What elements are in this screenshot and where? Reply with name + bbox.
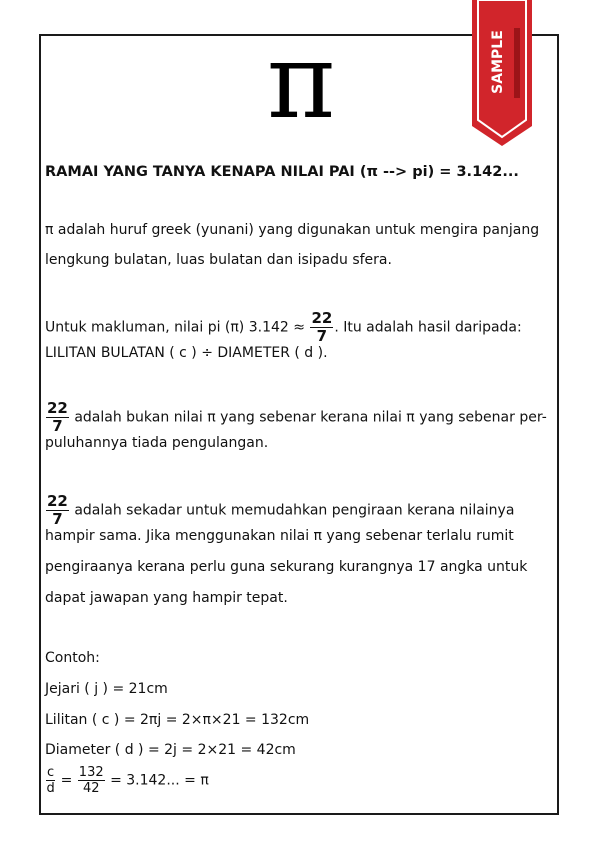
equals-sign: = bbox=[60, 772, 73, 789]
para3-suffix: adalah bukan nilai π yang sebenar kerana nilai π yang sebenar per- bbox=[74, 409, 547, 426]
para1-line2: lengkung bulatan, luas bulatan dan isipadu sfera. bbox=[45, 252, 392, 268]
fraction-c-over-d: $\frac{c}{d}$ bbox=[46, 765, 55, 796]
sample-label: SAMPLE bbox=[490, 30, 506, 94]
para4-line3: pengiraanya kerana perlu guna sekurang kurangnya 17 angka untuk bbox=[45, 559, 528, 575]
para4-line1 bbox=[45, 494, 514, 527]
fraction-22-7: $\frac{22}{7}$ bbox=[47, 399, 68, 435]
para2-suffix: . Itu adalah hasil daripada: bbox=[334, 319, 522, 336]
fraction-22-7: $\frac{22}{7}$ bbox=[311, 309, 333, 345]
para3-line2: puluhannya tiada pengulangan. bbox=[45, 435, 269, 451]
para4-line2: hampir sama. Jika menggunakan nilai π yang sebenar terlalu rumit bbox=[45, 528, 514, 544]
example-radius: Jejari ( j ) = 21cm bbox=[45, 681, 168, 697]
para2-line1 bbox=[45, 311, 522, 344]
sample-ribbon-badge bbox=[470, 0, 534, 148]
para4-line4: dapat jawapan yang hampir tepat. bbox=[45, 590, 288, 606]
pi-symbol: π bbox=[266, 20, 336, 142]
example-title: Contoh: bbox=[45, 650, 100, 666]
para1-line1: π adalah huruf greek (yunani) yang digunakan untuk mengira panjang bbox=[45, 222, 540, 238]
example-diameter: Diameter ( d ) = 2j = 2×21 = 42cm bbox=[45, 742, 296, 758]
fraction-22-7: $\frac{22}{7}$ bbox=[47, 492, 68, 528]
para2-prefix: Untuk makluman, nilai pi (π) 3.142 ≈ bbox=[45, 319, 305, 336]
example-result: = 3.142... = π bbox=[110, 772, 209, 789]
example-ratio-line bbox=[45, 766, 209, 795]
para3-line1 bbox=[45, 401, 547, 434]
page-title: RAMAI YANG TANYA KENAPA NILAI PAI (π --> pi) = 3.142... bbox=[45, 164, 519, 180]
para2-line2: LILITAN BULATAN ( c ) ÷ DIAMETER ( d ). bbox=[45, 345, 328, 361]
example-circumference: Lilitan ( c ) = 2πj = 2×π×21 = 132cm bbox=[45, 712, 310, 728]
para4-suffix: adalah sekadar untuk memudahkan pengiraan kerana nilainya bbox=[74, 502, 515, 519]
fraction-132-over-42: $\frac{132}{42}$ bbox=[78, 765, 104, 796]
